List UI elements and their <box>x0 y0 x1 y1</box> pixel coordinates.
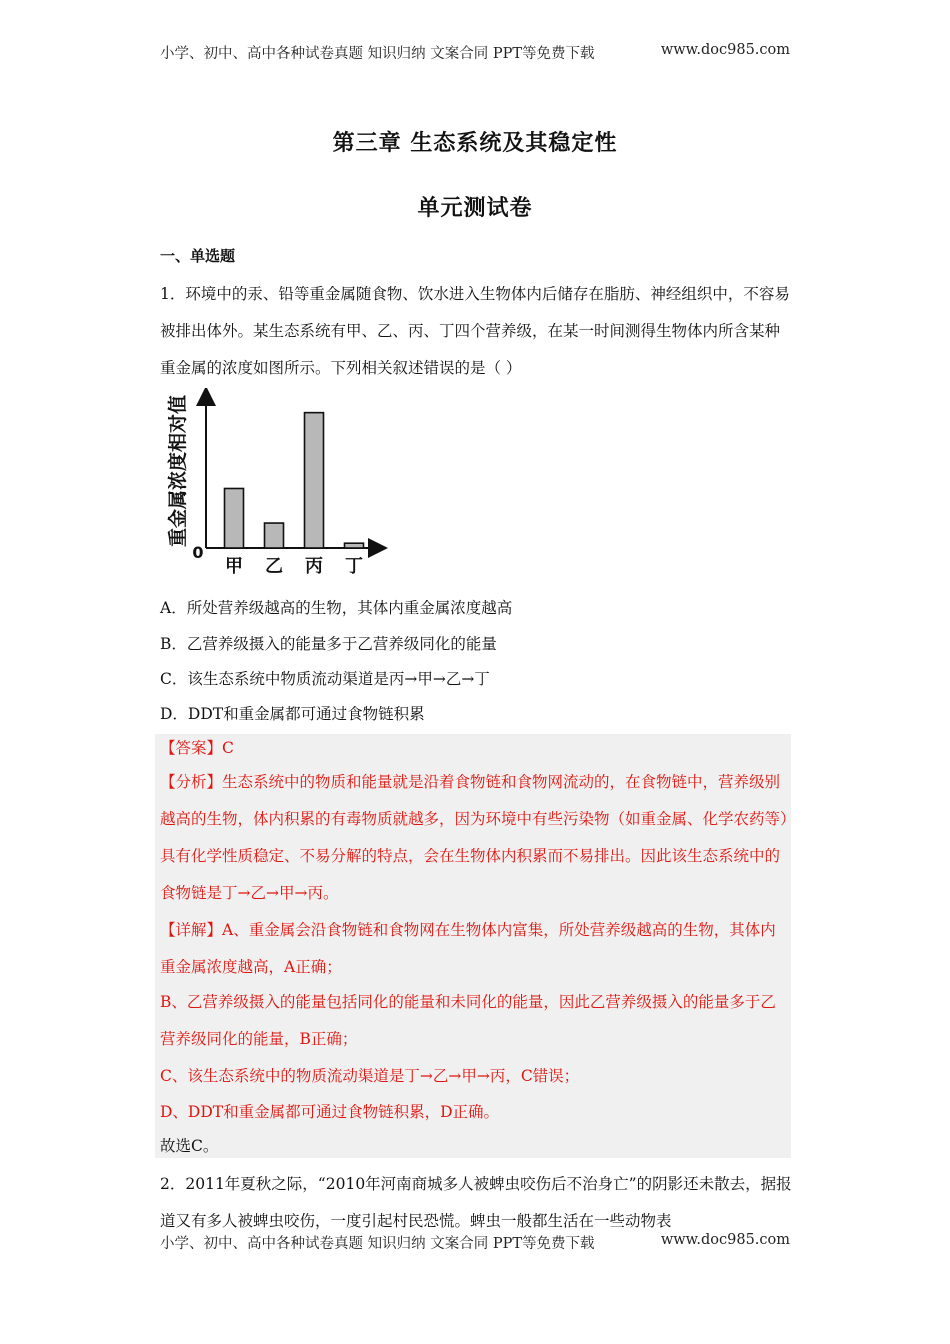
chart-x-tick-label: 乙 <box>265 556 283 577</box>
section-heading: 一、单选题 <box>160 247 236 265</box>
header-left-text: 小学、初中、高中各种试卷真题 知识归纳 文案合同 PPT等免费下载 <box>160 46 595 62</box>
chart-bar-3 <box>305 413 324 548</box>
detail-a-text: A、重金属会沿食物链和食物网在生物体内富集，所处营养级越高的生物，其体内重金属浓度越高，A正确； <box>160 921 776 976</box>
header-website: www.doc985.com <box>660 42 790 58</box>
analysis-block <box>160 764 790 912</box>
chart-x-tick-label: 丁 <box>345 556 363 577</box>
footer-left-text: 小学、初中、高中各种试卷真题 知识归纳 文案合同 PPT等免费下载 <box>160 1236 595 1252</box>
chapter-title: 第三章 生态系统及其稳定性 <box>332 131 618 156</box>
chart-origin-label: 0 <box>192 543 204 562</box>
chart-bar-4 <box>345 543 364 548</box>
chart-bar-1 <box>225 488 244 548</box>
option-a: A．所处营养级越高的生物，其体内重金属浓度越高 <box>160 599 513 617</box>
option-b: B．乙营养级摄入的能量多于乙营养级同化的能量 <box>160 635 497 653</box>
test-subtitle: 单元测试卷 <box>417 196 533 221</box>
answer-explanation-box <box>155 734 791 1158</box>
detail-a-block <box>160 912 790 986</box>
detail-b-text: B、乙营养级摄入的能量包括同化的能量和未同化的能量，因此乙营养级摄入的能量多于乙营养级同化的能量，B正确； <box>160 993 776 1048</box>
detail-c-text: C、该生态系统中的物质流动渠道是丁→乙→甲→丙，C错误； <box>160 1067 580 1085</box>
chart-bar-2 <box>265 523 284 548</box>
page-header <box>160 42 790 63</box>
chart-x-tick-label: 甲 <box>225 556 243 577</box>
footer-website: www.doc985.com <box>660 1232 790 1248</box>
chart-y-axis-label: 重金属浓度相对值 <box>167 394 189 548</box>
chart-x-tick-label: 丙 <box>305 556 323 577</box>
analysis-label: 【分析】 <box>160 773 223 791</box>
analysis-text: 生态系统中的物质和能量就是沿着食物链和食物网流动的，在食物链中，营养级别越高的生物，体内积累的有毒物质就越多，因为环境中有些污染物（如重金属、化学农药等）具有化学性质稳定、不易分解的特点，会在生物体内积累而不易排出。因此该生态系统中的食物链是丁→乙→甲→丙。 <box>160 773 788 902</box>
question-1-stem: 1．环境中的汞、铅等重金属随食物、饮水进入生物体内后储存在脂肪、神经组织中，不容易被排出体外。某生态系统有甲、乙、丙、丁四个营养级，在某一时间测得生物体内所含某种重金属的浓度如图所示。下列相关叙述错误的是（ ） <box>160 285 790 377</box>
page-footer <box>160 1232 790 1253</box>
option-c: C．该生态系统中物质流动渠道是丙→甲→乙→丁 <box>160 670 490 688</box>
option-d: D．DDT和重金属都可通过食物链积累 <box>160 705 425 723</box>
heavy-metal-bar-chart <box>160 388 390 583</box>
answer-line: 【答案】C <box>160 739 234 757</box>
conclusion-text: 故选C。 <box>160 1137 219 1155</box>
detail-d-text: D、DDT和重金属都可通过食物链积累，D正确。 <box>160 1103 500 1121</box>
question-2-stem: 2．2011年夏秋之际，“2010年河南商城多人被蜱虫咬伤后不治身亡”的阴影还未散去，据报道又有多人被蜱虫咬伤，一度引起村民恐慌。蜱虫一般都生活在一些动物表 <box>160 1175 792 1230</box>
detail-label: 【详解】 <box>160 921 223 939</box>
